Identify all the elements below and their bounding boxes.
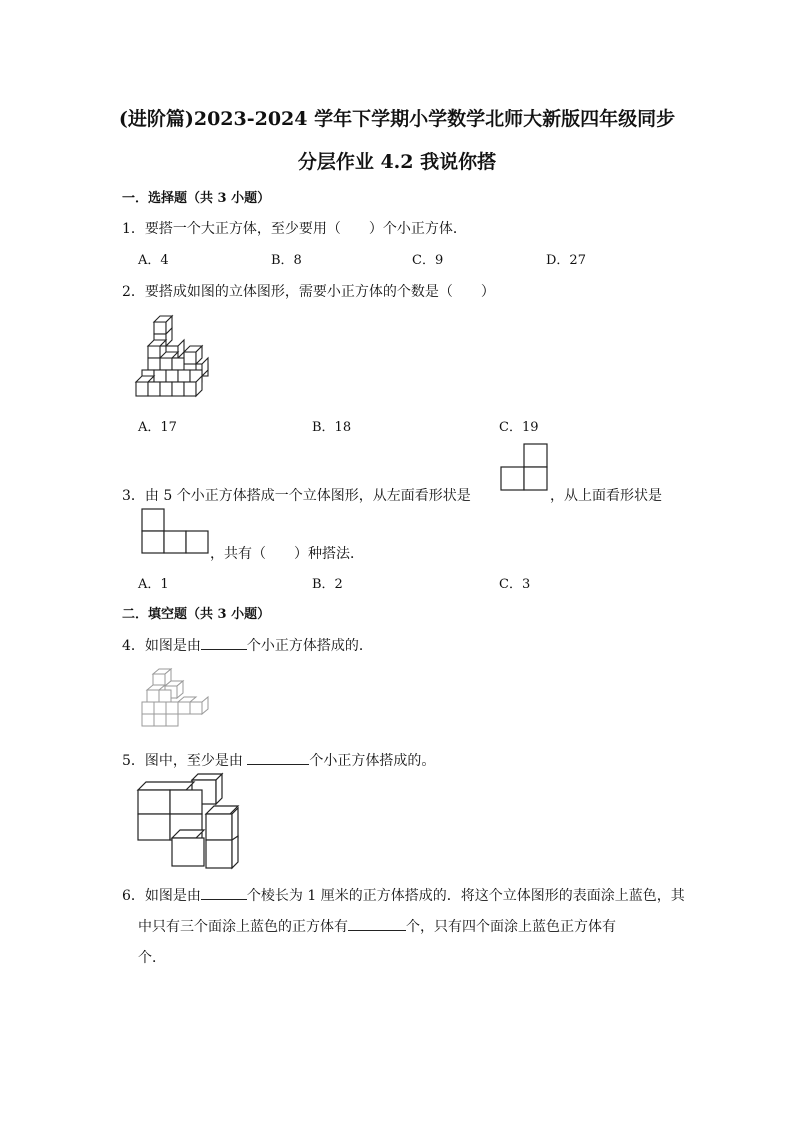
top-view-figure bbox=[141, 508, 211, 556]
question-5-text bbox=[122, 750, 435, 770]
question-5-prefix: 5．图中，至少是由 bbox=[122, 753, 248, 769]
question-5-suffix: 个小正方体搭成的。 bbox=[309, 753, 436, 769]
question-1-text: 1．要搭一个大正方体，至少要用（ ）个小正方体． bbox=[122, 221, 467, 237]
page-subtitle: 分层作业 4.2 我说你搭 bbox=[297, 151, 497, 173]
question-3-text-part3: ，共有（ ）种搭法． bbox=[210, 546, 364, 562]
question-6-prefix: 6．如图是由 bbox=[122, 888, 201, 904]
page-title: (进阶篇)2023-2024 学年下学期小学数学北师大新版四年级同步 bbox=[118, 108, 676, 130]
question-2-text: 2．要搭成如图的立体图形，需要小正方体的个数是（ ） bbox=[122, 284, 495, 300]
question-4-suffix: 个小正方体搭成的． bbox=[246, 638, 373, 654]
question-6-end: 个． bbox=[138, 950, 166, 966]
question-6-mid1: 个棱长为 1 厘米的正方体搭成的．将这个立体图形的表面涂上蓝色，其 bbox=[246, 888, 685, 904]
question-6-mid3: 个，只有四个面涂上蓝色正方体有 bbox=[406, 919, 616, 935]
question-6-line1 bbox=[122, 885, 685, 905]
question-5-figure bbox=[136, 774, 240, 870]
question-3-text-part2: ，从上面看形状是 bbox=[550, 488, 662, 504]
cube-stack-figure bbox=[136, 316, 208, 396]
question-2-option-b[interactable]: B．18 bbox=[312, 420, 352, 435]
question-3-text-part1: 3．由 5 个小正方体搭成一个立体图形，从左面看形状是 bbox=[122, 488, 471, 504]
question-6-blank-2[interactable] bbox=[348, 916, 406, 931]
question-6-blank-1[interactable] bbox=[201, 885, 247, 900]
section-heading-choice: 一．选择题（共 3 小题） bbox=[122, 191, 271, 206]
question-6-line2 bbox=[138, 916, 616, 936]
question-1-option-c[interactable]: C．9 bbox=[412, 253, 444, 268]
question-3-option-a[interactable]: A．1 bbox=[138, 577, 169, 592]
question-4-prefix: 4．如图是由 bbox=[122, 638, 201, 654]
question-4-text bbox=[122, 635, 373, 655]
question-3-option-c[interactable]: C．3 bbox=[499, 577, 531, 592]
question-2-option-c[interactable]: C．19 bbox=[499, 420, 539, 435]
question-5-blank[interactable] bbox=[247, 750, 309, 765]
question-6-mid2: 中只有三个面涂上蓝色的正方体有 bbox=[138, 919, 348, 935]
question-4-blank[interactable] bbox=[201, 635, 247, 650]
left-view-figure bbox=[500, 443, 550, 491]
question-2-figure bbox=[136, 312, 210, 402]
question-3-option-b[interactable]: B．2 bbox=[312, 577, 343, 592]
question-1-option-b[interactable]: B．8 bbox=[271, 253, 302, 268]
section-heading-fill: 二．填空题（共 3 小题） bbox=[122, 607, 271, 622]
question-1-option-a[interactable]: A．4 bbox=[138, 253, 169, 268]
question-4-figure bbox=[141, 668, 211, 728]
question-1-option-d[interactable]: D．27 bbox=[546, 253, 586, 268]
question-2-option-a[interactable]: A．17 bbox=[138, 420, 177, 435]
